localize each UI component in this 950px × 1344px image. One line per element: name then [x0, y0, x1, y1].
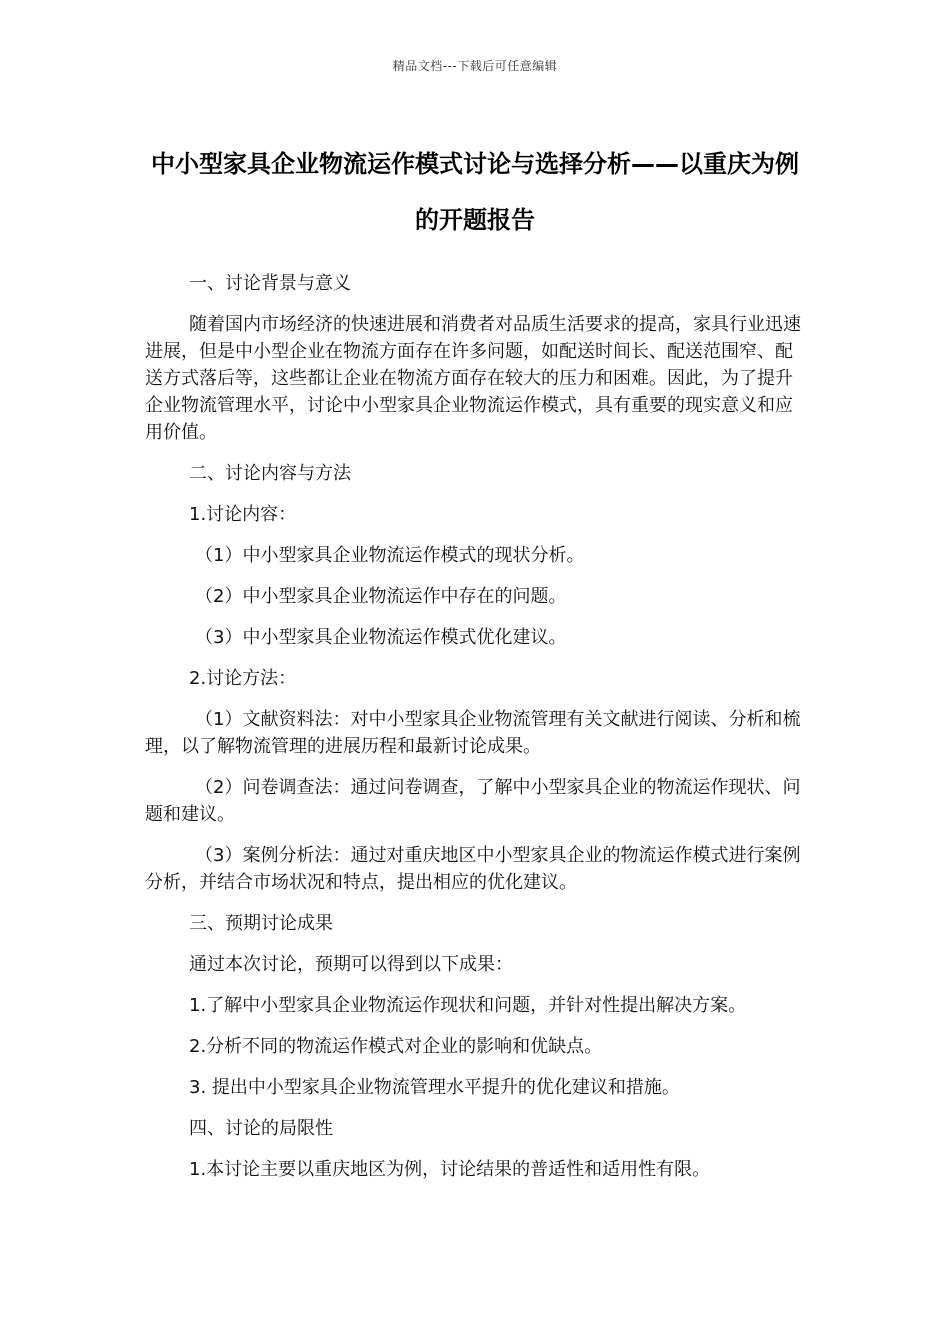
limitation-1: 1.本讨论主要以重庆地区为例，讨论结果的普适性和适用性有限。: [189, 1159, 711, 1180]
content-item-2: （2）中小型家具企业物流运作中存在的问题。: [195, 586, 567, 607]
content-item-1: （1）中小型家具企业物流运作模式的现状分析。: [195, 545, 585, 566]
subheading-method: 2.讨论方法：: [189, 668, 297, 689]
document-body: [145, 270, 810, 1197]
method-item-3: （3）案例分析法：通过对重庆地区中小型家具企业的物流运作模式进行案例分析，并结合市场状况和特点，提出相应的优化建议。: [145, 845, 801, 893]
page-header-note: 精品文档---下载后可任意编辑: [392, 59, 558, 73]
content-item-3: （3）中小型家具企业物流运作模式优化建议。: [195, 627, 567, 648]
section-heading-content-method: 二、讨论内容与方法: [189, 463, 351, 484]
subheading-content: 1.讨论内容：: [189, 504, 297, 525]
expected-results-intro: 通过本次讨论，预期可以得到以下成果：: [189, 954, 513, 975]
section-heading-limitations: 四、讨论的局限性: [189, 1118, 333, 1139]
method-item-1: （1）文献资料法：对中小型家具企业物流管理有关文献进行阅读、分析和梳理，以了解物流管理的进展历程和最新讨论成果。: [145, 709, 801, 757]
section-heading-expected-results: 三、预期讨论成果: [189, 913, 333, 934]
expected-result-3: 3. 提出中小型家具企业物流管理水平提升的优化建议和措施。: [189, 1077, 680, 1098]
section-heading-background: 一、讨论背景与意义: [189, 273, 351, 294]
expected-result-1: 1.了解中小型家具企业物流运作现状和问题，并针对性提出解决方案。: [189, 995, 747, 1016]
expected-result-2: 2.分析不同的物流运作模式对企业的影响和优缺点。: [189, 1036, 603, 1057]
method-item-2: （2）问卷调查法：通过问卷调查，了解中小型家具企业的物流运作现状、问题和建议。: [145, 777, 801, 825]
background-paragraph: 随着国内市场经济的快速进展和消费者对品质生活要求的提高，家具行业迅速进展，但是中小型企业在物流方面存在许多问题，如配送时间长、配送范围窄、配送方式落后等，这些都让企业在物流方面存在较大的压力和困难。因此，为了提升企业物流管理水平，讨论中小型家具企业物流运作模式，具有重要的现实意义和应用价值。: [145, 314, 801, 443]
document-title: 中小型家具企业物流运作模式讨论与选择分析——以重庆为例的开题报告: [151, 150, 799, 234]
